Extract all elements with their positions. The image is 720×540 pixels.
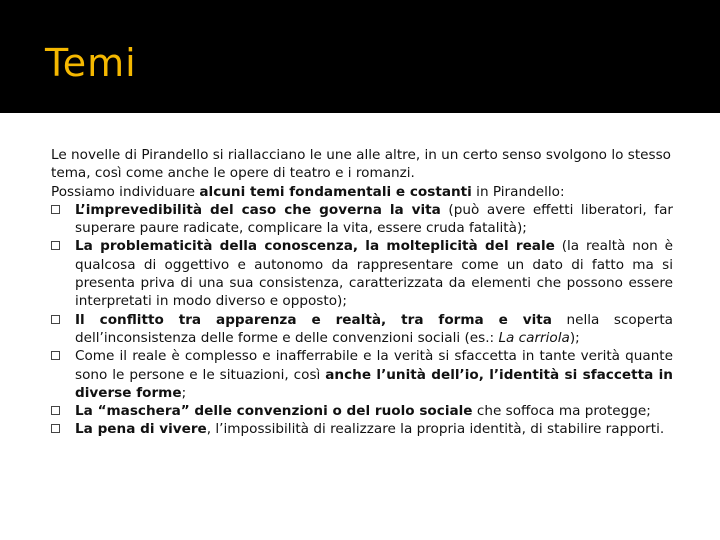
checkbox-bullet-icon (51, 205, 60, 214)
item-italic: La carriola (498, 329, 570, 346)
intro-post: in Pirandello: (471, 183, 565, 200)
title-bar (0, 0, 720, 113)
item-text: (può avere effetti liberatori, far superare paure radicate, complicare la vita, essere cruda fatalità); (75, 201, 673, 237)
item-bold: Il conflitto tra apparenza e realtà, tra forma e vita (75, 311, 552, 328)
checkbox-bullet-icon (51, 315, 60, 324)
list-item (51, 311, 673, 348)
list-item (51, 402, 673, 420)
item-text: ; (181, 384, 187, 401)
list-item (51, 420, 673, 438)
list-item (51, 201, 673, 238)
slide-content (51, 146, 673, 439)
intro-bold: alcuni temi fondamentali e costanti (199, 183, 472, 200)
item-bold: La “maschera” delle convenzioni o del ruolo sociale (75, 403, 473, 420)
item-text: , l’impossibilità di realizzare la propria identità, di stabilire rapporti. (206, 421, 665, 438)
item-text: nella scoperta dell’inconsistenza delle forme e delle convenzioni sociali (es.: (75, 311, 673, 346)
item-bold: L’imprevedibilità del caso che governa la vita (75, 201, 441, 218)
item-bold: anche l’unità dell’io, l’identità si sfaccetta in diverse forme (75, 366, 673, 401)
intro-paragraph: Le novelle di Pirandello si riallacciano le une alle altre, in un certo senso svolgono lo stesso tema, così come anche le opere di teatro e i romanzi. (51, 147, 671, 182)
intro-pre: Possiamo individuare (51, 183, 200, 200)
intro-line (51, 183, 673, 201)
slide-title: Temi (45, 41, 137, 85)
item-bold: La pena di vivere (75, 421, 207, 438)
checkbox-bullet-icon (51, 424, 60, 433)
item-text: (la realtà non è qualcosa di oggettivo e autonomo da rappresentare come un dato di fatto ma si presenta priva di una sua consistenza, caratterizzata da elementi che possono essere interpretati in modo diverso e opposto); (75, 238, 673, 310)
themes-list (51, 201, 673, 439)
checkbox-bullet-icon (51, 351, 60, 360)
item-tail: ); (569, 329, 580, 346)
item-bold: La problematicità della conoscenza, la molteplicità del reale (75, 238, 555, 255)
list-item (51, 237, 673, 310)
item-pre: Come il reale è complesso e inafferrabile e la verità si sfaccetta in tante verità quante sono le persone e le situazioni, così (75, 348, 673, 383)
list-item (51, 347, 673, 402)
item-text: che soffoca ma protegge; (472, 403, 651, 420)
checkbox-bullet-icon (51, 406, 60, 415)
checkbox-bullet-icon (51, 241, 60, 250)
